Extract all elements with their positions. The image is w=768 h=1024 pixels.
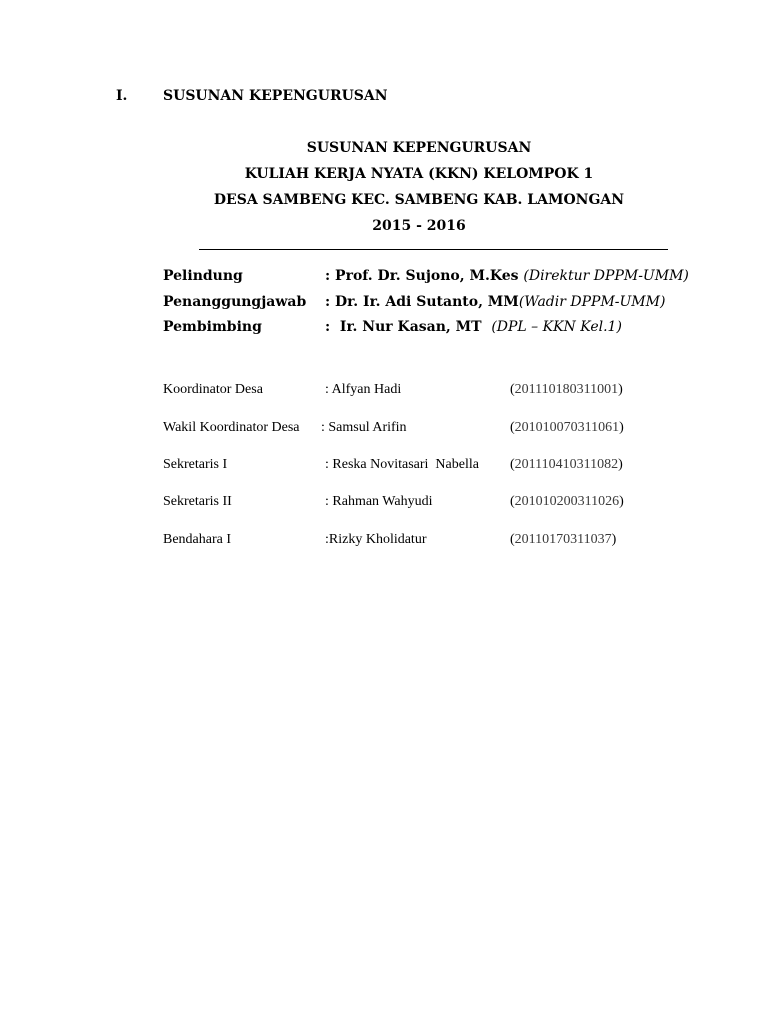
advisor-label-penanggungjawab: Penanggungjawab xyxy=(163,294,307,310)
member-nim-bendahara-1: (20110170311037) xyxy=(510,532,617,547)
member-nim-sekretaris-1: (201110410311082) xyxy=(510,457,623,472)
section-title: SUSUNAN KEPENGURUSAN xyxy=(163,88,388,104)
member-nim-number: 201010200311026 xyxy=(514,494,620,509)
member-nim-number: 201010070311061 xyxy=(514,420,620,435)
advisor-value-pembimbing xyxy=(325,319,622,335)
member-name-sekretaris-2: : Rahman Wahyudi xyxy=(325,494,433,509)
member-nim-number: 201110180311001 xyxy=(514,382,619,397)
advisor-note: (Direktur DPPM-UMM) xyxy=(523,268,689,284)
member-nim-number: 20110170311037 xyxy=(514,532,612,547)
member-label-bendahara-1: Bendahara I xyxy=(163,532,232,547)
member-name-sekretaris-1: : Reska Novitasari Nabella xyxy=(325,457,479,472)
advisor-label-pembimbing: Pembimbing xyxy=(163,319,262,335)
advisor-name: : Dr. Ir. Adi Sutanto, MM xyxy=(325,294,519,310)
member-nim-koordinator: (201110180311001) xyxy=(510,382,623,397)
advisor-name: : Ir. Nur Kasan, MT xyxy=(325,319,492,335)
heading-location: DESA SAMBENG KEC. SAMBENG KAB. LAMONGAN xyxy=(213,192,625,208)
advisor-value-penanggungjawab xyxy=(325,294,665,310)
heading-year: 2015 - 2016 xyxy=(372,218,466,234)
advisor-value-pelindung xyxy=(325,268,689,284)
member-nim-sekretaris-2: (201010200311026) xyxy=(510,494,624,509)
advisor-label-pelindung: Pelindung xyxy=(163,268,243,284)
heading-program: KULIAH KERJA NYATA (KKN) KELOMPOK 1 xyxy=(244,166,594,182)
heading-title: SUSUNAN KEPENGURUSAN xyxy=(306,140,532,156)
divider-line xyxy=(199,249,668,250)
member-name-wakil-koordinator: : Samsul Arifin xyxy=(321,420,407,435)
member-name-bendahara-1: :Rizky Kholidatur xyxy=(325,532,427,547)
advisor-name: : Prof. Dr. Sujono, M.Kes xyxy=(325,268,524,284)
member-nim-wakil-koordinator: (201010070311061) xyxy=(510,420,624,435)
member-label-wakil-koordinator: Wakil Koordinator Desa xyxy=(163,420,300,435)
member-label-sekretaris-1: Sekretaris I xyxy=(163,457,228,472)
member-label-koordinator: Koordinator Desa xyxy=(163,382,263,397)
section-number: I. xyxy=(116,88,128,104)
advisor-note: (DPL – KKN Kel.1) xyxy=(491,319,622,335)
member-label-sekretaris-2: Sekretaris II xyxy=(163,494,232,509)
member-name-koordinator: : Alfyan Hadi xyxy=(325,382,402,397)
member-nim-number: 201110410311082 xyxy=(514,457,619,472)
advisor-note: (Wadir DPPM-UMM) xyxy=(518,294,666,310)
